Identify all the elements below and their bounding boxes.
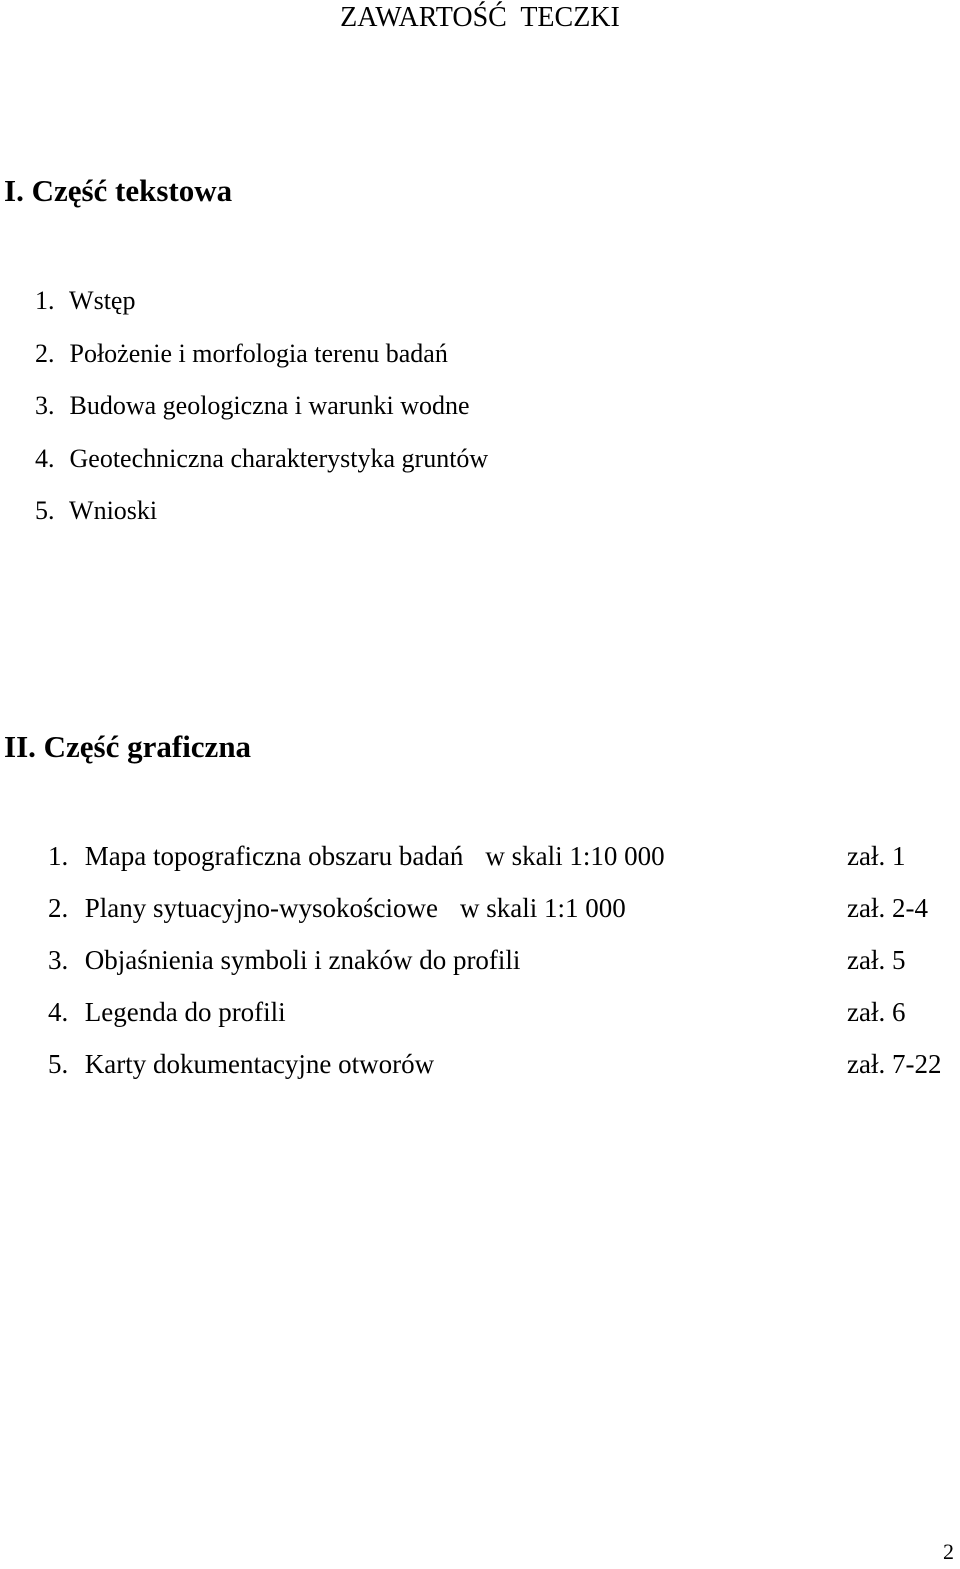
table-row bbox=[48, 838, 960, 890]
attachment-ref: zał. 6 bbox=[847, 997, 906, 1027]
list-item bbox=[35, 441, 488, 494]
list-item bbox=[35, 493, 488, 546]
item-number: 1. bbox=[48, 841, 69, 871]
item-label: Wstęp bbox=[69, 286, 136, 315]
graphic-part-list bbox=[48, 838, 960, 1098]
list-item bbox=[35, 388, 488, 441]
item-label: Mapa topograficzna obszaru badań bbox=[84, 841, 464, 871]
item-number: 2. bbox=[35, 338, 55, 368]
item-number: 2. bbox=[48, 893, 69, 923]
item-label: Budowa geologiczna i warunki wodne bbox=[69, 391, 470, 420]
attachment-ref: zał. 2-4 bbox=[847, 893, 928, 923]
item-label: Wnioski bbox=[69, 496, 158, 525]
item-scale: w skali 1:1 000 bbox=[459, 893, 626, 923]
table-row bbox=[48, 1046, 960, 1098]
item-number: 3. bbox=[35, 391, 55, 420]
item-number: 5. bbox=[48, 1049, 69, 1079]
item-number: 4. bbox=[48, 997, 69, 1027]
table-row bbox=[48, 890, 960, 942]
attachment-ref: zał. 5 bbox=[847, 945, 906, 975]
section-heading-graphic-part: II. Część graficzna bbox=[4, 729, 252, 764]
item-number: 1. bbox=[35, 286, 55, 315]
item-label: Geotechniczna charakterystyka gruntów bbox=[69, 443, 489, 473]
item-number: 4. bbox=[35, 443, 55, 473]
section-heading-text-part: I. Część tekstowa bbox=[4, 173, 233, 208]
item-label: Położenie i morfologia terenu badań bbox=[69, 338, 448, 368]
page-number: 2 bbox=[943, 1539, 954, 1564]
item-number: 5. bbox=[35, 496, 55, 525]
text-part-list bbox=[35, 283, 488, 546]
list-item bbox=[35, 283, 488, 336]
document-title: ZAWARTOŚĆ TECZKI bbox=[340, 2, 620, 33]
table-row bbox=[48, 942, 960, 994]
attachment-ref: zał. 7-22 bbox=[847, 1049, 942, 1079]
item-number: 3. bbox=[48, 945, 69, 975]
item-label: Objaśnienia symboli i znaków do profili bbox=[84, 945, 521, 975]
item-label: Legenda do profili bbox=[84, 997, 286, 1027]
attachment-ref: zał. 1 bbox=[847, 841, 906, 871]
item-label: Karty dokumentacyjne otworów bbox=[84, 1049, 435, 1079]
item-scale: w skali 1:10 000 bbox=[485, 841, 665, 871]
list-item bbox=[35, 336, 488, 389]
item-label: Plany sytuacyjno-wysokościowe bbox=[84, 893, 438, 923]
table-row bbox=[48, 994, 960, 1046]
